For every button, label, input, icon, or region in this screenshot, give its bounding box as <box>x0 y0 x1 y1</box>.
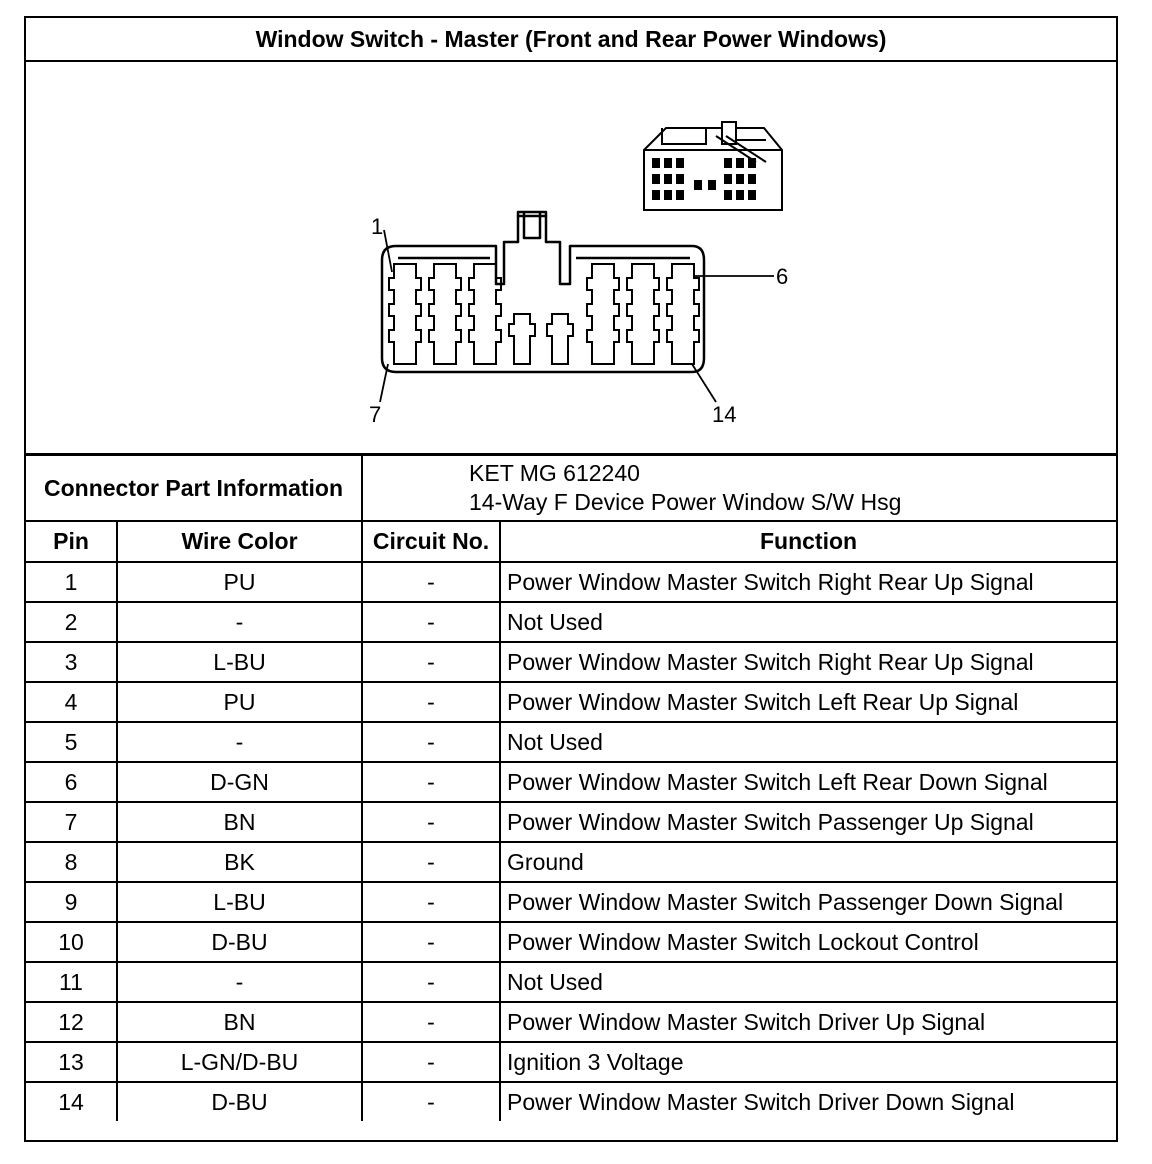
wire-color-cell: D-GN <box>117 762 362 802</box>
circuit-cell: - <box>362 602 500 642</box>
pin-cell: 7 <box>26 802 117 842</box>
pin-cell: 10 <box>26 922 117 962</box>
circuit-cell: - <box>362 922 500 962</box>
header-function: Function <box>500 521 1116 562</box>
part-number: KET MG 612240 <box>469 460 640 486</box>
wire-color-cell: L-GN/D-BU <box>117 1042 362 1082</box>
pin-cell: 3 <box>26 642 117 682</box>
pin-cell: 8 <box>26 842 117 882</box>
table-row <box>26 682 1116 722</box>
pin-cell: 13 <box>26 1042 117 1082</box>
circuit-cell: - <box>362 682 500 722</box>
callout-pin-1: 1 <box>371 214 384 239</box>
wire-color-cell: BK <box>117 842 362 882</box>
wire-color-cell: - <box>117 722 362 762</box>
wire-color-cell: PU <box>117 562 362 602</box>
table-row <box>26 562 1116 602</box>
function-cell: Power Window Master Switch Driver Up Signal <box>500 1002 1116 1042</box>
header-wire-color: Wire Color <box>117 521 362 562</box>
wire-color-cell: - <box>117 962 362 1002</box>
table-row <box>26 762 1116 802</box>
pin-cell: 4 <box>26 682 117 722</box>
table-row <box>26 1042 1116 1082</box>
circuit-cell: - <box>362 802 500 842</box>
function-cell: Power Window Master Switch Passenger Up Signal <box>500 802 1116 842</box>
connector-sheet <box>24 16 1118 1142</box>
table-row <box>26 802 1116 842</box>
circuit-cell: - <box>362 842 500 882</box>
table-row <box>26 602 1116 642</box>
pin-cell: 11 <box>26 962 117 1002</box>
wire-color-cell: BN <box>117 802 362 842</box>
pin-cell: 14 <box>26 1082 117 1121</box>
circuit-cell: - <box>362 642 500 682</box>
circuit-cell: - <box>362 1042 500 1082</box>
function-cell: Power Window Master Switch Right Rear Up Signal <box>500 562 1116 602</box>
connector-3d-icon <box>644 122 782 210</box>
callout-pin-14: 14 <box>712 402 737 427</box>
circuit-cell: - <box>362 1002 500 1042</box>
wire-color-cell: PU <box>117 682 362 722</box>
table-row <box>26 842 1116 882</box>
function-cell: Not Used <box>500 602 1116 642</box>
table-header-row <box>26 521 1116 562</box>
pin-cell: 5 <box>26 722 117 762</box>
wire-color-cell: BN <box>117 1002 362 1042</box>
pin-cell: 12 <box>26 1002 117 1042</box>
wire-color-cell: D-BU <box>117 1082 362 1121</box>
pin-cell: 1 <box>26 562 117 602</box>
wire-color-cell: D-BU <box>117 922 362 962</box>
table-row <box>26 922 1116 962</box>
connector-diagram <box>26 62 1116 456</box>
wire-color-cell: L-BU <box>117 882 362 922</box>
pin-cell: 9 <box>26 882 117 922</box>
function-cell: Power Window Master Switch Lockout Control <box>500 922 1116 962</box>
connector-info-label: Connector Part Information <box>26 456 362 521</box>
connector-info-value <box>362 456 1116 521</box>
function-cell: Power Window Master Switch Right Rear Up Signal <box>500 642 1116 682</box>
header-pin: Pin <box>26 521 117 562</box>
callout-pin-6: 6 <box>776 264 789 289</box>
circuit-cell: - <box>362 722 500 762</box>
function-cell: Ignition 3 Voltage <box>500 1042 1116 1082</box>
function-cell: Power Window Master Switch Driver Down Signal <box>500 1082 1116 1121</box>
wire-color-cell: L-BU <box>117 642 362 682</box>
circuit-cell: - <box>362 882 500 922</box>
circuit-cell: - <box>362 962 500 1002</box>
table-row <box>26 1002 1116 1042</box>
connector-info-row <box>26 456 1116 521</box>
pin-cell: 6 <box>26 762 117 802</box>
circuit-cell: - <box>362 1082 500 1121</box>
wire-color-cell: - <box>117 602 362 642</box>
pin-table <box>26 456 1116 1121</box>
function-cell: Power Window Master Switch Left Rear Down Signal <box>500 762 1116 802</box>
pin-cell: 2 <box>26 602 117 642</box>
callout-pin-7: 7 <box>369 402 382 427</box>
table-row <box>26 1082 1116 1121</box>
function-cell: Power Window Master Switch Left Rear Up Signal <box>500 682 1116 722</box>
circuit-cell: - <box>362 562 500 602</box>
table-row <box>26 642 1116 682</box>
connector-face-icon <box>26 62 1116 456</box>
page-title: Window Switch - Master (Front and Rear Power Windows) <box>26 18 1116 62</box>
function-cell: Power Window Master Switch Passenger Down Signal <box>500 882 1116 922</box>
function-cell: Not Used <box>500 962 1116 1002</box>
header-circuit: Circuit No. <box>362 521 500 562</box>
part-description: 14-Way F Device Power Window S/W Hsg <box>469 489 902 515</box>
circuit-cell: - <box>362 762 500 802</box>
table-row <box>26 722 1116 762</box>
table-row <box>26 882 1116 922</box>
function-cell: Not Used <box>500 722 1116 762</box>
table-row <box>26 962 1116 1002</box>
function-cell: Ground <box>500 842 1116 882</box>
